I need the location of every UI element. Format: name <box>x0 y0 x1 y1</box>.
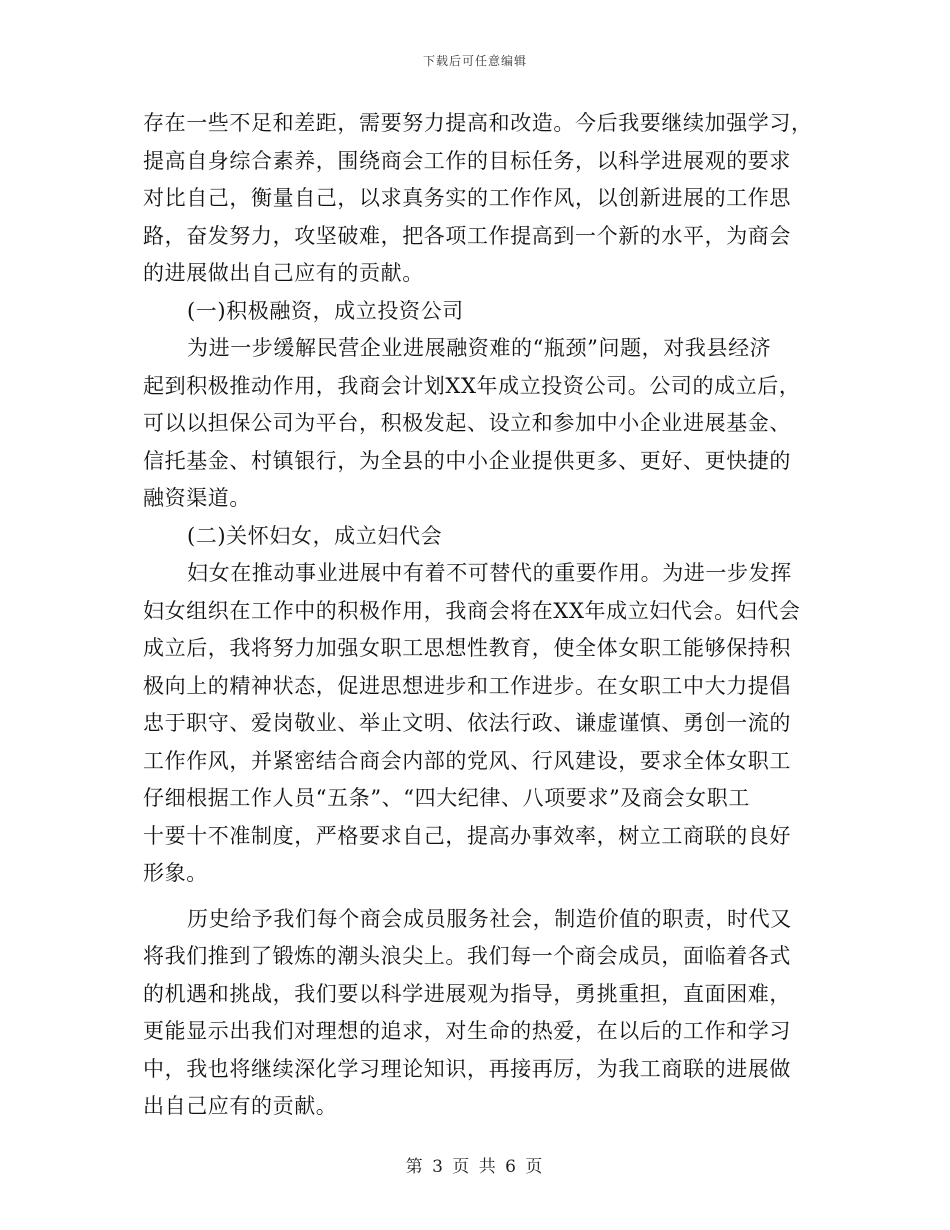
text-line: 更能显示出我们对理想的追求，对生命的热爱，在以后的工作和学习 <box>143 1019 791 1043</box>
section-heading: (一)积极融资，成立投资公司 <box>187 298 464 323</box>
page-header: 下载后可任意编辑 <box>422 54 527 68</box>
text-line: 妇女在推动事业进展中有着不可替代的重要作用。为进一步发挥 <box>187 561 792 585</box>
text-line: 对比自己，衡量自己，以求真务实的工作作风，以创新进展的工作思 <box>143 186 791 210</box>
text-line: 存在一些不足和差距，需要努力提高和改造。今后我要继续加强学习， <box>143 111 813 135</box>
text-line: 将我们推到了锻炼的潮头浪尖上。我们每一个商会成员，面临着各式 <box>143 944 791 968</box>
text-line: 成立后，我将努力加强女职工思想性教育，使全体女职工能够保持积 <box>143 636 791 660</box>
text-line: 路，奋发努力，攻坚破难，把各项工作提高到一个新的水平，为商会 <box>143 223 791 248</box>
text-line: 极向上的精神状态，促进思想进步和工作进步。在女职工中大力提倡 <box>143 673 791 698</box>
text-line: 仔细根据工作人员“五条”、“四大纪律、八项要求”及商会女职工 <box>143 786 750 810</box>
text-line: 提高自身综合素养，围绕商会工作的目标任务，以科学进展观的要求 <box>143 148 791 173</box>
text-line: 可以以担保公司为平台，积极发起、设立和参加中小企业进展基金、 <box>143 411 791 435</box>
text-line: 妇女组织在工作中的积极作用，我商会将在XX年成立妇代会。妇代会 <box>143 598 801 623</box>
text-line: 的机遇和挑战，我们要以科学进展观为指导，勇挑重担，直面困难， <box>143 981 791 1006</box>
page-number: 第 3 页 共 6 页 <box>405 1157 545 1177</box>
text-line: 起到积极推动作用，我商会计划XX年成立投资公司。公司的成立后， <box>143 373 801 398</box>
text-line: 十要十不准制度，严格要求自己，提高办事效率，树立工商联的良好 <box>143 823 791 848</box>
text-line: 忠于职守、爱岗敬业、举止文明、依法行政、谦虚谨慎、勇创一流的 <box>143 711 791 735</box>
text-line: 形象。 <box>143 861 208 885</box>
text-line: 中，我也将继续深化学习理论知识，再接再厉，为我工商联的进展做 <box>143 1056 791 1081</box>
section-heading: (二)关怀妇女，成立妇代会 <box>187 523 443 548</box>
text-line: 为进一步缓解民营企业进展融资难的“瓶颈”问题，对我县经济 <box>187 336 772 360</box>
document-body <box>143 105 813 1126</box>
text-line: 的进展做出自己应有的贡献。 <box>143 261 424 285</box>
text-line: 信托基金、村镇银行，为全县的中小企业提供更多、更好、更快捷的 <box>143 448 791 473</box>
paragraph-gap <box>143 893 803 901</box>
text-line: 融资渠道。 <box>143 486 251 510</box>
text-line: 出自己应有的贡献。 <box>143 1094 338 1118</box>
text-line: 工作作风，并紧密结合商会内部的党风、行风建设，要求全体女职工 <box>143 748 791 773</box>
text-line: 历史给予我们每个商会成员服务社会，制造价值的职责，时代又 <box>187 906 792 931</box>
